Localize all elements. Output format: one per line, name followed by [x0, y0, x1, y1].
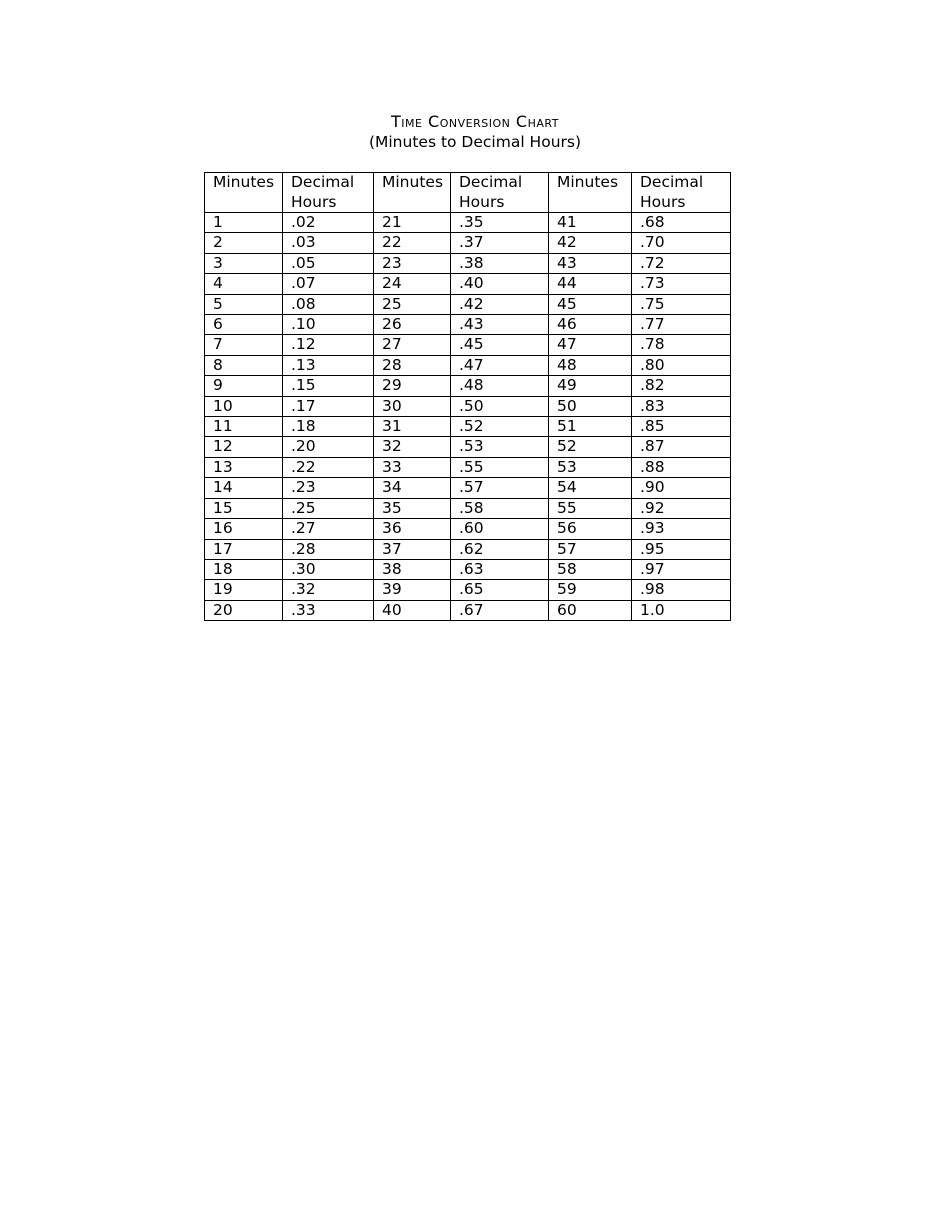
decimal-hours-cell: .97 — [632, 559, 731, 579]
minutes-cell: 27 — [374, 335, 451, 355]
minutes-cell: 55 — [549, 498, 632, 518]
table-row — [205, 539, 731, 559]
column-header-decimal-hours: Decimal Hours — [632, 173, 731, 213]
table-row — [205, 233, 731, 253]
decimal-hours-cell: .08 — [283, 294, 374, 314]
table-row — [205, 253, 731, 273]
decimal-hours-cell: .28 — [283, 539, 374, 559]
minutes-cell: 21 — [374, 213, 451, 233]
decimal-hours-cell: .68 — [632, 213, 731, 233]
minutes-cell: 32 — [374, 437, 451, 457]
minutes-cell: 49 — [549, 376, 632, 396]
decimal-hours-cell: .32 — [283, 580, 374, 600]
decimal-hours-cell: .62 — [451, 539, 549, 559]
minutes-cell: 35 — [374, 498, 451, 518]
decimal-hours-cell: .55 — [451, 457, 549, 477]
decimal-hours-cell: .42 — [451, 294, 549, 314]
minutes-cell: 4 — [205, 274, 283, 294]
minutes-cell: 51 — [549, 417, 632, 437]
decimal-hours-cell: .18 — [283, 417, 374, 437]
minutes-cell: 5 — [205, 294, 283, 314]
minutes-cell: 20 — [205, 600, 283, 620]
minutes-cell: 8 — [205, 355, 283, 375]
decimal-hours-cell: .47 — [451, 355, 549, 375]
column-header-decimal-hours: Decimal Hours — [451, 173, 549, 213]
conversion-table — [204, 172, 731, 621]
minutes-cell: 14 — [205, 478, 283, 498]
decimal-hours-cell: .93 — [632, 519, 731, 539]
minutes-cell: 22 — [374, 233, 451, 253]
minutes-cell: 1 — [205, 213, 283, 233]
minutes-cell: 9 — [205, 376, 283, 396]
minutes-cell: 19 — [205, 580, 283, 600]
decimal-hours-cell: .17 — [283, 396, 374, 416]
minutes-cell: 17 — [205, 539, 283, 559]
decimal-hours-cell: .40 — [451, 274, 549, 294]
decimal-hours-cell: .67 — [451, 600, 549, 620]
minutes-cell: 34 — [374, 478, 451, 498]
decimal-hours-cell: .53 — [451, 437, 549, 457]
decimal-hours-cell: .78 — [632, 335, 731, 355]
decimal-hours-cell: .03 — [283, 233, 374, 253]
decimal-hours-cell: .63 — [451, 559, 549, 579]
minutes-cell: 6 — [205, 315, 283, 335]
table-body — [205, 213, 731, 621]
minutes-cell: 53 — [549, 457, 632, 477]
minutes-cell: 45 — [549, 294, 632, 314]
decimal-hours-cell: .38 — [451, 253, 549, 273]
decimal-hours-cell: .90 — [632, 478, 731, 498]
minutes-cell: 31 — [374, 417, 451, 437]
decimal-hours-cell: .23 — [283, 478, 374, 498]
table-row — [205, 315, 731, 335]
minutes-cell: 25 — [374, 294, 451, 314]
decimal-hours-cell: .80 — [632, 355, 731, 375]
decimal-hours-cell: .30 — [283, 559, 374, 579]
minutes-cell: 16 — [205, 519, 283, 539]
decimal-hours-cell: .73 — [632, 274, 731, 294]
decimal-hours-cell: .45 — [451, 335, 549, 355]
minutes-cell: 37 — [374, 539, 451, 559]
decimal-hours-cell: .27 — [283, 519, 374, 539]
decimal-hours-cell: .75 — [632, 294, 731, 314]
decimal-hours-cell: .13 — [283, 355, 374, 375]
column-header-decimal-hours: Decimal Hours — [283, 173, 374, 213]
minutes-cell: 28 — [374, 355, 451, 375]
minutes-cell: 47 — [549, 335, 632, 355]
table-row — [205, 478, 731, 498]
minutes-cell: 33 — [374, 457, 451, 477]
minutes-cell: 38 — [374, 559, 451, 579]
decimal-hours-cell: .12 — [283, 335, 374, 355]
decimal-hours-cell: .37 — [451, 233, 549, 253]
minutes-cell: 50 — [549, 396, 632, 416]
table-row — [205, 519, 731, 539]
decimal-hours-cell: .05 — [283, 253, 374, 273]
decimal-hours-cell: .15 — [283, 376, 374, 396]
decimal-hours-cell: .72 — [632, 253, 731, 273]
minutes-cell: 3 — [205, 253, 283, 273]
decimal-hours-cell: .83 — [632, 396, 731, 416]
minutes-cell: 48 — [549, 355, 632, 375]
decimal-hours-cell: .85 — [632, 417, 731, 437]
table-row — [205, 600, 731, 620]
minutes-cell: 11 — [205, 417, 283, 437]
decimal-hours-cell: 1.0 — [632, 600, 731, 620]
decimal-hours-cell: .22 — [283, 457, 374, 477]
minutes-cell: 40 — [374, 600, 451, 620]
table-row — [205, 417, 731, 437]
decimal-hours-cell: .48 — [451, 376, 549, 396]
minutes-cell: 29 — [374, 376, 451, 396]
table-row — [205, 457, 731, 477]
minutes-cell: 13 — [205, 457, 283, 477]
table-header-row — [205, 173, 731, 213]
minutes-cell: 41 — [549, 213, 632, 233]
decimal-hours-cell: .25 — [283, 498, 374, 518]
decimal-hours-cell: .58 — [451, 498, 549, 518]
minutes-cell: 60 — [549, 600, 632, 620]
minutes-cell: 12 — [205, 437, 283, 457]
column-header-minutes: Minutes — [205, 173, 283, 213]
table-row — [205, 274, 731, 294]
table-row — [205, 580, 731, 600]
minutes-cell: 26 — [374, 315, 451, 335]
table-row — [205, 376, 731, 396]
table-row — [205, 498, 731, 518]
minutes-cell: 15 — [205, 498, 283, 518]
decimal-hours-cell: .95 — [632, 539, 731, 559]
minutes-cell: 56 — [549, 519, 632, 539]
decimal-hours-cell: .02 — [283, 213, 374, 233]
minutes-cell: 18 — [205, 559, 283, 579]
decimal-hours-cell: .87 — [632, 437, 731, 457]
decimal-hours-cell: .88 — [632, 457, 731, 477]
decimal-hours-cell: .10 — [283, 315, 374, 335]
minutes-cell: 2 — [205, 233, 283, 253]
decimal-hours-cell: .65 — [451, 580, 549, 600]
minutes-cell: 7 — [205, 335, 283, 355]
table-row — [205, 559, 731, 579]
minutes-cell: 42 — [549, 233, 632, 253]
minutes-cell: 39 — [374, 580, 451, 600]
minutes-cell: 58 — [549, 559, 632, 579]
decimal-hours-cell: .50 — [451, 396, 549, 416]
page-subtitle: (Minutes to Decimal Hours) — [368, 133, 582, 151]
decimal-hours-cell: .57 — [451, 478, 549, 498]
minutes-cell: 44 — [549, 274, 632, 294]
table-row — [205, 396, 731, 416]
decimal-hours-cell: .20 — [283, 437, 374, 457]
table-row — [205, 213, 731, 233]
decimal-hours-cell: .92 — [632, 498, 731, 518]
table-row — [205, 355, 731, 375]
table-row — [205, 294, 731, 314]
decimal-hours-cell: .52 — [451, 417, 549, 437]
minutes-cell: 54 — [549, 478, 632, 498]
decimal-hours-cell: .35 — [451, 213, 549, 233]
minutes-cell: 57 — [549, 539, 632, 559]
minutes-cell: 23 — [374, 253, 451, 273]
decimal-hours-cell: .70 — [632, 233, 731, 253]
decimal-hours-cell: .77 — [632, 315, 731, 335]
minutes-cell: 30 — [374, 396, 451, 416]
minutes-cell: 52 — [549, 437, 632, 457]
page-title: Time Conversion Chart — [391, 112, 559, 131]
decimal-hours-cell: .82 — [632, 376, 731, 396]
column-header-minutes: Minutes — [549, 173, 632, 213]
column-header-minutes: Minutes — [374, 173, 451, 213]
minutes-cell: 43 — [549, 253, 632, 273]
decimal-hours-cell: .43 — [451, 315, 549, 335]
minutes-cell: 36 — [374, 519, 451, 539]
decimal-hours-cell: .60 — [451, 519, 549, 539]
minutes-cell: 46 — [549, 315, 632, 335]
decimal-hours-cell: .07 — [283, 274, 374, 294]
minutes-cell: 59 — [549, 580, 632, 600]
minutes-cell: 24 — [374, 274, 451, 294]
table-row — [205, 335, 731, 355]
table-row — [205, 437, 731, 457]
decimal-hours-cell: .33 — [283, 600, 374, 620]
decimal-hours-cell: .98 — [632, 580, 731, 600]
minutes-cell: 10 — [205, 396, 283, 416]
